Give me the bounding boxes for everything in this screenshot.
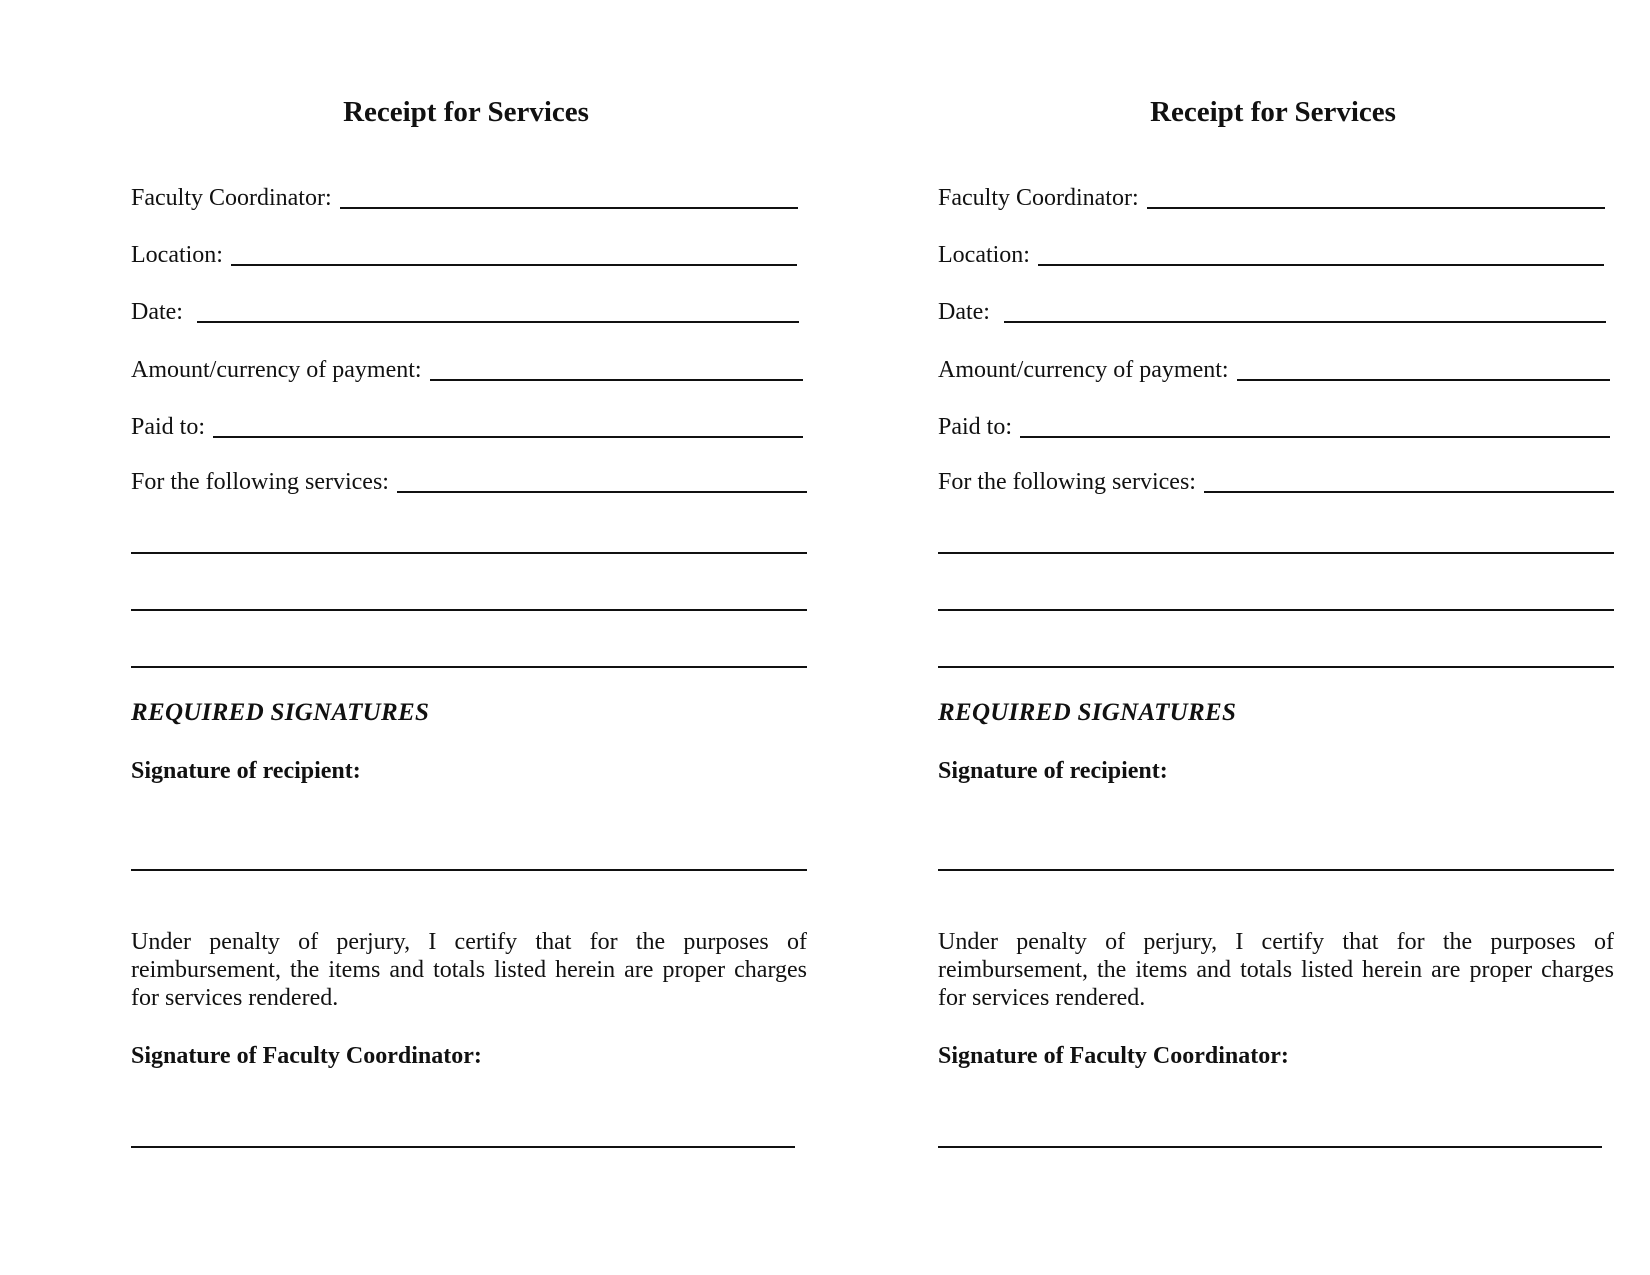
paid-to-line[interactable] [1020, 412, 1610, 438]
signature-recipient-label: Signature of recipient: [131, 758, 361, 784]
amount-field[interactable] [131, 355, 803, 385]
services-field[interactable] [131, 467, 807, 497]
location-field[interactable] [938, 240, 1604, 270]
required-signatures-heading: REQUIRED SIGNATURES [938, 699, 1237, 726]
services-line[interactable] [397, 467, 807, 493]
faculty-coordinator-label: Faculty Coordinator: [938, 185, 1139, 211]
location-line[interactable] [1038, 240, 1604, 266]
amount-line[interactable] [430, 355, 803, 381]
services-line-3[interactable] [938, 609, 1614, 611]
services-line-2[interactable] [131, 552, 807, 554]
certification-text: Under penalty of perjury, I certify that for the purposes of reimbursement, the items and totals listed herein are proper charges for services rendered. [938, 929, 1614, 1011]
services-line[interactable] [1204, 467, 1614, 493]
paid-to-label: Paid to: [131, 414, 206, 440]
services-line-2[interactable] [938, 552, 1614, 554]
location-field[interactable] [131, 240, 797, 270]
amount-field[interactable] [938, 355, 1610, 385]
signature-recipient-line[interactable] [938, 869, 1614, 871]
location-label: Location: [131, 242, 223, 268]
date-line[interactable] [1004, 297, 1606, 323]
signature-coordinator-label: Signature of Faculty Coordinator: [131, 1043, 482, 1069]
certification-text: Under penalty of perjury, I certify that for the purposes of reimbursement, the items and totals listed herein are proper charges for services rendered. [131, 929, 807, 1011]
paid-to-label: Paid to: [938, 414, 1013, 440]
date-label: Date: [131, 299, 183, 325]
date-line[interactable] [197, 297, 799, 323]
date-field[interactable] [938, 297, 1606, 327]
required-signatures-heading: REQUIRED SIGNATURES [131, 699, 430, 726]
services-line-3[interactable] [131, 609, 807, 611]
paid-to-field[interactable] [938, 412, 1610, 442]
amount-label: Amount/currency of payment: [938, 357, 1229, 383]
paid-to-line[interactable] [213, 412, 803, 438]
signature-coordinator-line[interactable] [131, 1146, 795, 1148]
services-field[interactable] [938, 467, 1614, 497]
amount-line[interactable] [1237, 355, 1610, 381]
signature-coordinator-line[interactable] [938, 1146, 1602, 1148]
signature-recipient-label: Signature of recipient: [938, 758, 1168, 784]
faculty-coordinator-label: Faculty Coordinator: [131, 185, 332, 211]
location-label: Location: [938, 242, 1030, 268]
paid-to-field[interactable] [131, 412, 803, 442]
date-label: Date: [938, 299, 990, 325]
receipt-form-left [131, 0, 811, 1275]
location-line[interactable] [231, 240, 797, 266]
signature-recipient-line[interactable] [131, 869, 807, 871]
receipt-title: Receipt for Services [1150, 96, 1396, 128]
receipt-title: Receipt for Services [343, 96, 589, 128]
faculty-coordinator-line[interactable] [340, 183, 798, 209]
date-field[interactable] [131, 297, 799, 327]
services-line-4[interactable] [131, 666, 807, 668]
signature-coordinator-label: Signature of Faculty Coordinator: [938, 1043, 1289, 1069]
amount-label: Amount/currency of payment: [131, 357, 422, 383]
faculty-coordinator-line[interactable] [1147, 183, 1605, 209]
faculty-coordinator-field[interactable] [938, 183, 1605, 213]
receipt-form-right [938, 0, 1618, 1275]
services-label: For the following services: [938, 469, 1196, 495]
services-label: For the following services: [131, 469, 389, 495]
services-line-4[interactable] [938, 666, 1614, 668]
faculty-coordinator-field[interactable] [131, 183, 798, 213]
